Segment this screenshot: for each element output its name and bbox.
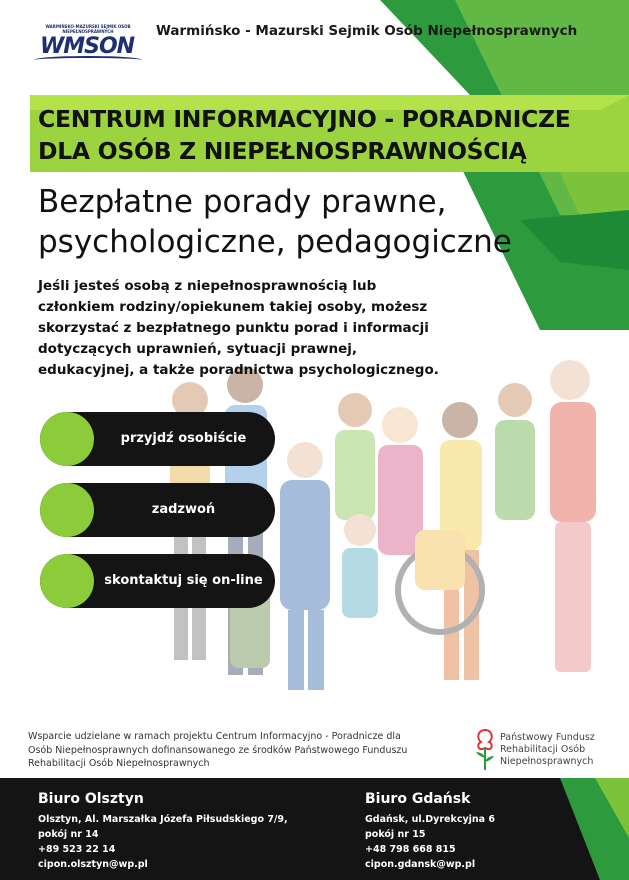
pfron-name: [500, 732, 620, 768]
logo-text: WMSON: [39, 34, 135, 59]
office-room: pokój nr 14: [38, 829, 99, 840]
contact-option-in-person: [40, 412, 275, 466]
pfron-flower-icon: [472, 726, 498, 772]
wmson-logo: [28, 18, 146, 62]
contact-option-online: [40, 554, 275, 608]
pfron-line: Państwowy Fundusz: [500, 732, 595, 743]
office-phone: +89 523 22 14: [38, 844, 116, 855]
main-title-line: CENTRUM INFORMACYJNO - PORADNICZE: [38, 105, 571, 133]
logo-small-text: WARMIŃSKO-MAZURSKI SEJMIK OSÓB NIEPEŁNOSPRAWNYCH: [45, 24, 131, 34]
subtitle: [38, 182, 598, 262]
office-room: pokój nr 15: [365, 829, 426, 840]
office-email: cipon.olsztyn@wp.pl: [38, 859, 148, 870]
contact-option-label: zadzwoń: [151, 502, 216, 517]
pfron-logo: [470, 724, 620, 774]
subtitle-line: psychologiczne, pedagogiczne: [38, 224, 512, 260]
intro-line: skorzystać z bezpłatnego punktu porad i informacji: [38, 320, 429, 336]
pfron-line: Rehabilitacji Osób: [500, 744, 586, 755]
subtitle-line: Bezpłatne porady prawne,: [38, 184, 447, 220]
funding-line: Rehabilitacji Osób Niepełnosprawnych: [28, 758, 210, 769]
intro-line: edukacyjnej, a także poradnictwa psychologicznego.: [38, 362, 439, 378]
office-address: Olsztyn, Al. Marszałka Józefa Piłsudskiego 7/9,: [38, 814, 288, 825]
main-title: [38, 103, 608, 167]
office-olsztyn: [38, 790, 288, 872]
logo-swoosh: [34, 56, 142, 64]
intro-line: członkiem rodziny/opiekunem takiej osoby, możesz: [38, 299, 428, 315]
main-title-line: DLA OSÓB Z NIEPEŁNOSPRAWNOŚCIĄ: [38, 137, 527, 165]
organization-name: Warmińsko - Mazurski Sejmik Osób Niepełnosprawnych: [156, 23, 578, 39]
office-name: Biuro Olsztyn: [38, 791, 144, 807]
funding-line: Osób Niepełnosprawnych dofinansowanego ze środków Państwowego Funduszu: [28, 744, 408, 756]
green-circle-icon: [40, 412, 94, 466]
green-circle-icon: [40, 483, 94, 537]
office-email: cipon.gdansk@wp.pl: [365, 859, 476, 870]
intro-line: dotyczących uprawnień, sytuacji prawnej,: [38, 341, 358, 357]
funding-note: [28, 730, 458, 771]
contact-option-phone: [40, 483, 275, 537]
green-circle-icon: [40, 554, 94, 608]
office-gdansk: [365, 790, 495, 872]
office-phone: +48 798 668 815: [365, 844, 456, 855]
footer-contacts: [0, 778, 629, 880]
office-address: Gdańsk, ul.Dyrekcyjna 6: [365, 814, 495, 825]
intro-line: Jeśli jesteś osobą z niepełnosprawnością lub: [38, 278, 377, 294]
intro-text: [38, 276, 528, 381]
pfron-line: Niepełnosprawnych: [500, 756, 594, 767]
contact-option-label: przyjdź osobiście: [120, 431, 247, 446]
funding-line: Wsparcie udzielane w ramach projektu Centrum Informacyjno - Poradnicze dla: [28, 731, 401, 742]
contact-option-label: skontaktuj się on-line: [104, 573, 263, 588]
office-name: Biuro Gdańsk: [365, 791, 471, 807]
